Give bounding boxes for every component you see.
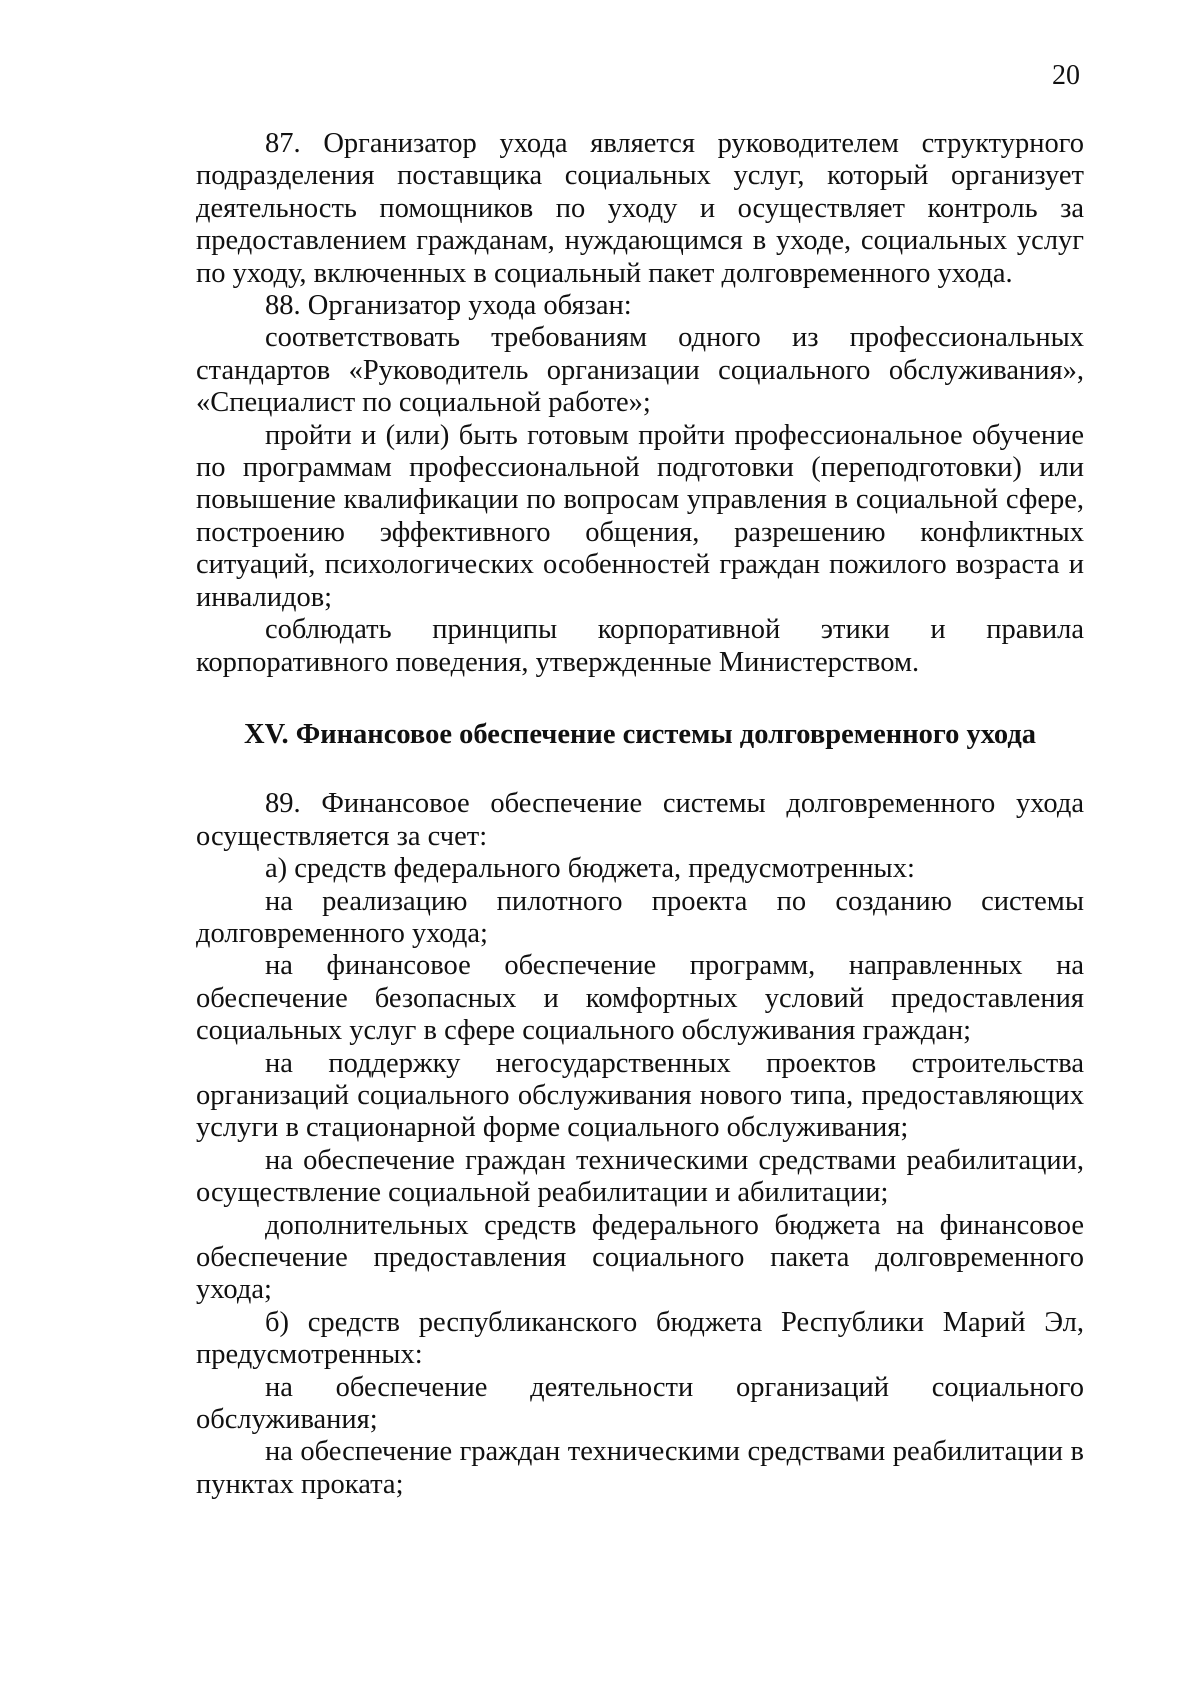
paragraph-89-a-item-4: на обеспечение граждан техническими средствами реабилитации, осуществление социальной реабилитации и абилитации; <box>196 1144 1084 1209</box>
paragraph-89-b-item-1: на обеспечение деятельности организаций социального обслуживания; <box>196 1371 1084 1436</box>
paragraph-88-item-ethics: соблюдать принципы корпоративной этики и правила корпоративного поведения, утвержденные Министерством. <box>196 614 1084 678</box>
paragraph-88: 88. Организатор ухода обязан: <box>265 290 632 322</box>
paragraph-88-item-standards: соответствовать требованиям одного из профессиональных стандартов «Руководитель организации социального обслуживания», «Специалист по социальной работе»; <box>196 322 1084 419</box>
paragraph-89-a-item-1: на реализацию пилотного проекта по созданию системы долговременного ухода; <box>196 885 1084 949</box>
page-number: 20 <box>1052 60 1080 91</box>
section-heading: XV. Финансовое обеспечение системы долговременного ухода <box>244 718 1036 750</box>
paragraph-89-a-item-2: на финансовое обеспечение программ, направленных на обеспечение безопасных и комфортных условий предоставления социальных услуг в сфере социального обслуживания граждан; <box>196 950 1084 1047</box>
paragraph-89-b: б) средств республиканского бюджета Республики Марий Эл, предусмотренных: <box>196 1306 1084 1371</box>
paragraph-89-a: а) средств федерального бюджета, предусмотренных: <box>265 853 915 885</box>
paragraph-87: 87. Организатор ухода является руководителем структурного подразделения поставщика социальных услуг, который организует деятельность помощников по уходу и осуществляет контроль за предоставлением гражданам, нуждающимся в уходе, социальных услуг по уходу, включенных в социальный пакет долговременного ухода. <box>196 128 1084 289</box>
paragraph-88-item-training: пройти и (или) быть готовым пройти профессиональное обучение по программам профессиональной подготовки (переподготовки) или повышение квалификации по вопросам управления в социальной сфере, построению эффективного общения, разрешению конфликтных ситуаций, психологических особенностей граждан пожилого возраста и инвалидов; <box>196 419 1084 613</box>
document-body <box>196 128 1084 1501</box>
paragraph-89: 89. Финансовое обеспечение системы долговременного ухода осуществляется за счет: <box>196 788 1084 852</box>
paragraph-89-a-item-5: дополнительных средств федерального бюджета на финансовое обеспечение предоставления социального пакета долговременного ухода; <box>196 1209 1084 1306</box>
paragraph-89-b-item-2: на обеспечение граждан техническими средствами реабилитации в пунктах проката; <box>196 1436 1084 1500</box>
paragraph-89-a-item-3: на поддержку негосударственных проектов строительства организаций социального обслуживания нового типа, предоставляющих услуги в стационарной форме социального обслуживания; <box>196 1047 1084 1144</box>
